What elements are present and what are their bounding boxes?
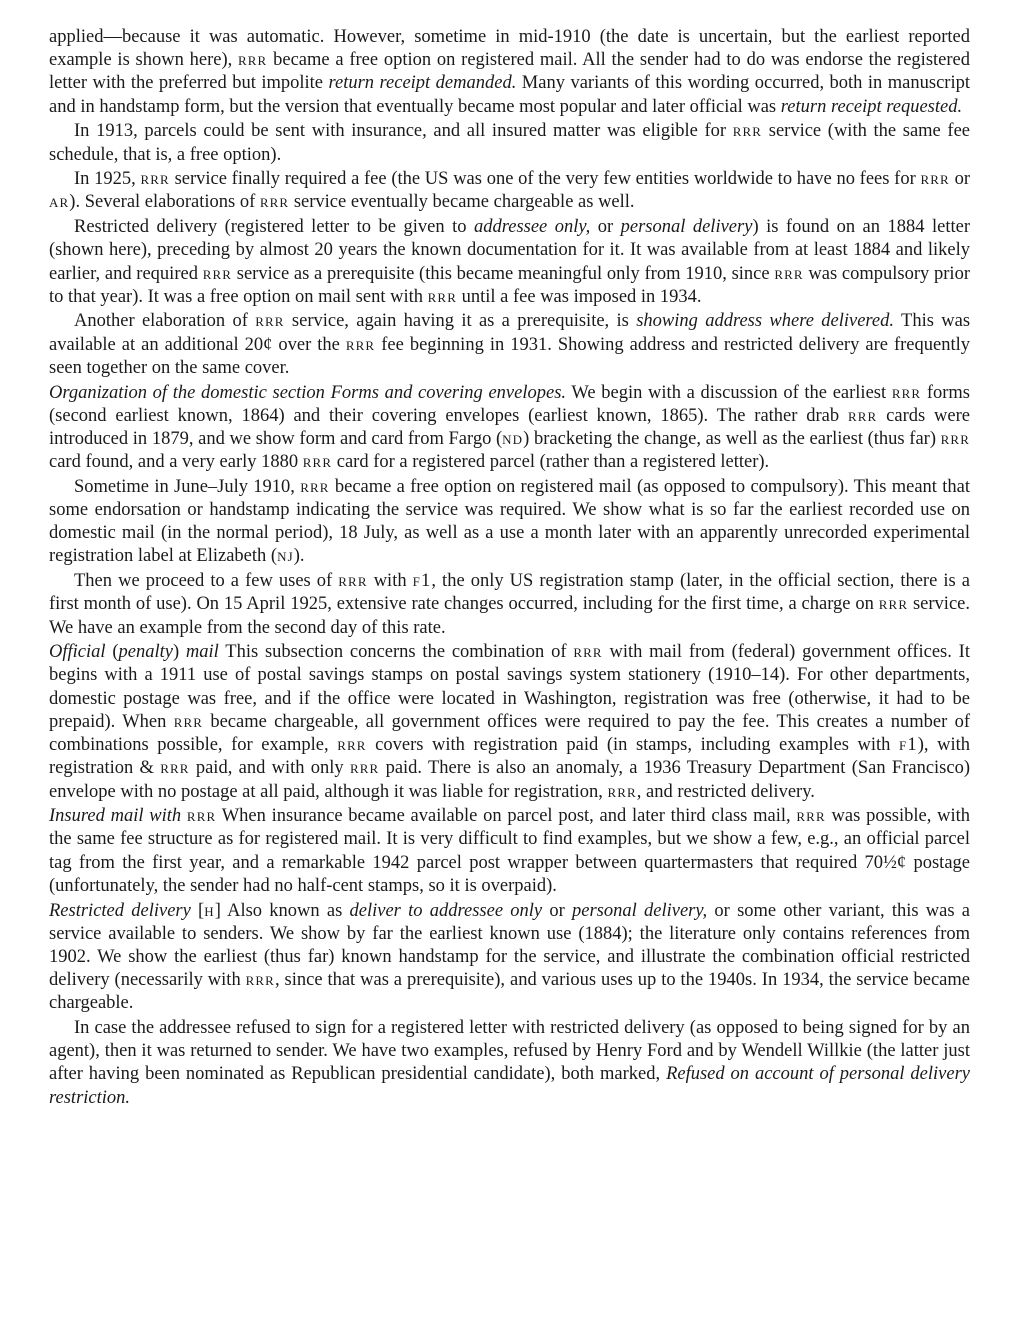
text-run: In 1925, xyxy=(74,169,141,190)
text-run: paid. There is also an anomaly, a 1936 Treasury Department (San Francisco) envelope with no postage at all paid, although it was liable for registration, xyxy=(49,758,970,802)
text-run: or xyxy=(590,217,621,238)
small-caps-text: rrr xyxy=(338,571,368,592)
text-run: card for a registered parcel (rather than a registered letter). xyxy=(332,452,770,473)
small-caps-text: rrr xyxy=(796,806,826,827)
small-caps-text: rrr xyxy=(573,642,603,663)
text-run: ( xyxy=(105,642,119,663)
text-run: applied—because it was automatic. However, sometime in mid-1910 (the date is uncertain, but the earliest reported example is shown here), xyxy=(49,27,970,71)
small-caps-text: rrr xyxy=(245,970,275,991)
italic-text: Insured mail with xyxy=(49,806,182,827)
text-run: We begin with a discussion of the earliest xyxy=(566,382,892,403)
small-caps-text: rrr xyxy=(349,758,380,779)
italic-text: penalty xyxy=(118,642,173,663)
text-run: service. We have an example from the second day of this rate. xyxy=(49,594,970,638)
text-run: became a free option on registered mail (as opposed to compulsory). This meant that some endorsation or handstamp indicating the service was required. We show what is so far the earliest recorded use on domestic mail (in the normal period), 18 July, as well as a use a month later with an apparently unrecorded experimental registration label at Elizabeth ( xyxy=(49,476,970,567)
italic-text: return receipt requested. xyxy=(780,96,963,117)
text-run: service finally required a fee (the US was one of the very few entities worldwide to have no fees for xyxy=(169,169,921,190)
small-caps-text: rrr xyxy=(847,405,878,426)
text-run: ) bracketing the change, as well as the earliest (thus far) xyxy=(523,428,941,449)
paragraph-p8 xyxy=(49,570,970,640)
text-run: , the only US registration stamp (later, in the official section, there is a first month of use). On 15 April 1925, extensive rate changes occurred, including for the first time, a charge on xyxy=(49,571,970,615)
small-caps-text: rrr xyxy=(259,192,290,213)
paragraph-p10 xyxy=(49,805,970,898)
text-run: ). xyxy=(293,546,305,567)
text-run: service, again having it as a prerequisite, is xyxy=(284,311,637,332)
text-run: with xyxy=(367,571,413,592)
small-caps-text: f1 xyxy=(899,735,918,756)
small-caps-text: rrr xyxy=(337,735,367,756)
italic-text: personal delivery xyxy=(620,217,753,238)
text-run: became a free option on registered mail. All the sender had to do was endorse the registered letter with the preferred but impolite xyxy=(49,50,970,94)
text-run: , since that was a prerequisite), and various uses up to the 1940s. In 1934, the service became chargeable. xyxy=(49,970,970,1014)
text-run: service as a prerequisite (this became meaningful only from 1910, since xyxy=(232,263,775,284)
text-run: ) xyxy=(172,642,186,663)
small-caps-text: rrr xyxy=(300,476,330,497)
paragraph-p5 xyxy=(49,310,970,380)
text-run: fee beginning in 1931. Showing address and restricted delivery are frequently seen together on the same cover. xyxy=(49,334,970,378)
text-run: service (with the same fee schedule, that is, a free option). xyxy=(49,121,970,165)
italic-text: return receipt demanded. xyxy=(328,73,517,94)
small-caps-text: nd xyxy=(502,428,524,449)
italic-text: showing address where delivered. xyxy=(636,311,895,332)
italic-text: Forms and covering envelopes. xyxy=(330,382,567,403)
small-caps-text: f1 xyxy=(412,571,432,592)
text-run: In 1913, parcels could be sent with insurance, and all insured matter was eligible for xyxy=(74,121,733,142)
paragraph-p11 xyxy=(49,900,970,1016)
small-caps-text: rrr xyxy=(255,311,285,332)
text-run: with mail from (federal) government offices. It begins with a 1911 use of postal savings stamps on postal savings system stationery (1910–14). For other departments, domestic postage was free, and if the office were located in Washington, registration was free (otherwise, it had to be prepaid). When xyxy=(49,642,970,732)
small-caps-text: rrr xyxy=(940,428,970,449)
text-run: forms (second earliest known, 1864) and their covering envelopes (earliest known, 1865). The rather drab xyxy=(49,382,971,426)
italic-text: Organization of the domestic section xyxy=(49,382,325,403)
text-run: service eventually became chargeable as well. xyxy=(289,192,635,213)
small-caps-text: h xyxy=(204,900,215,921)
small-caps-text: nj xyxy=(277,546,294,567)
italic-text: Restricted delivery xyxy=(49,900,191,921)
text-run: ] Also known as xyxy=(214,900,350,921)
small-caps-text: rrr xyxy=(732,121,763,142)
small-caps-text: rrr xyxy=(920,169,950,190)
small-caps-text: rrr xyxy=(140,169,170,190)
small-caps-text: rrr xyxy=(202,263,233,284)
text-run: card found, and a very early 1880 xyxy=(49,452,303,473)
italic-text: personal delivery, xyxy=(572,900,708,921)
paragraph-p1 xyxy=(49,26,970,119)
paragraph-p9 xyxy=(49,641,970,803)
italic-text: deliver to addressee only xyxy=(349,900,543,921)
small-caps-text: rrr xyxy=(160,758,190,779)
italic-text: Refused on account of personal delivery restriction. xyxy=(49,1064,970,1108)
text-run: or some other variant, this was a service available to senders. We show by far the earliest known use (1884); the literature only contains references from 1902. We show the earliest (thus far) known handstamp for the service, and illustrate the combination official restricted delivery (necessarily with xyxy=(49,900,970,991)
text-run: until a fee was imposed in 1934. xyxy=(456,286,702,307)
small-caps-text: rrr xyxy=(238,50,268,71)
text-run: This was available at an additional 20¢ over the xyxy=(49,311,971,355)
document-page xyxy=(49,26,970,1111)
text-run: or xyxy=(542,900,573,921)
paragraph-p7 xyxy=(49,476,970,569)
text-run: ), with registration & xyxy=(49,735,970,779)
text-run: Restricted delivery (registered letter to be given to xyxy=(74,217,474,238)
text-run: Sometime in June–July 1910, xyxy=(74,476,301,497)
text-run: became chargeable, all government offices were required to pay the fee. This creates a number of combinations possible, for example, xyxy=(49,711,970,756)
small-caps-text: rrr xyxy=(302,452,333,473)
small-caps-text: ar xyxy=(49,192,70,213)
paragraph-p4 xyxy=(49,216,970,309)
italic-text: addressee only, xyxy=(473,217,591,238)
text-run: [ xyxy=(190,900,205,921)
paragraph-p12 xyxy=(49,1017,970,1110)
small-caps-text: rrr xyxy=(878,594,909,615)
text-run: covers with registration paid (in stamps, including examples with xyxy=(366,735,900,756)
small-caps-text: rrr xyxy=(891,382,922,403)
small-caps-text: rrr xyxy=(427,286,457,307)
text-run: ). Several elaborations of xyxy=(69,192,260,213)
text-run: Another elaboration of xyxy=(74,311,256,332)
text-run: was compulsory prior to that year). It was a free option on mail sent with xyxy=(49,263,970,307)
text-run: Then we proceed to a few uses of xyxy=(74,571,339,592)
text-run: In case the addressee refused to sign for a registered letter with restricted delivery (as opposed to being signed for by an agent), then it was returned to sender. We have two examples, refused by Henry Ford and by Wendell Willkie (the latter just after having been nominated as Republican presidential candidate), both marked, xyxy=(49,1018,970,1085)
paragraph-p6 xyxy=(49,382,970,475)
small-caps-text: rrr xyxy=(345,334,376,355)
paragraph-p3 xyxy=(49,168,970,214)
italic-text: Official xyxy=(49,642,106,663)
italic-text: mail xyxy=(185,642,219,663)
small-caps-text: rrr xyxy=(173,711,204,732)
text-run: , and restricted delivery. xyxy=(636,781,815,802)
text-run: cards were introduced in 1879, and we show form and card from Fargo ( xyxy=(49,405,970,449)
text-run: ) is found on an 1884 letter (shown here), preceding by almost 20 years the known documentation for it. It was available from at least 1884 and likely earlier, and required xyxy=(49,217,970,284)
text-run: or xyxy=(949,169,970,190)
text-run: When insurance became available on parcel post, and later third class mail, xyxy=(216,806,797,827)
small-caps-text: rrr xyxy=(186,806,217,827)
text-run: Many variants of this wording occurred, both in manuscript and in handstamp form, but the version that eventually became most popular and later official was xyxy=(49,73,970,117)
text-run: was possible, with the same fee structure as for registered mail. It is very difficult to find examples, but we show a few, e.g., an official parcel tag from the first year, and a remarkable 1942 parcel post wrapper between quartermasters that required 70½¢ postage (unfortunately, the sender had no half-cent stamps, so it is overpaid). xyxy=(49,806,970,896)
small-caps-text: rrr xyxy=(607,781,637,802)
text-run: This subsection concerns the combination of xyxy=(218,642,574,663)
small-caps-text: rrr xyxy=(774,263,804,284)
text-run: paid, and with only xyxy=(189,758,350,779)
paragraph-p2 xyxy=(49,120,970,166)
